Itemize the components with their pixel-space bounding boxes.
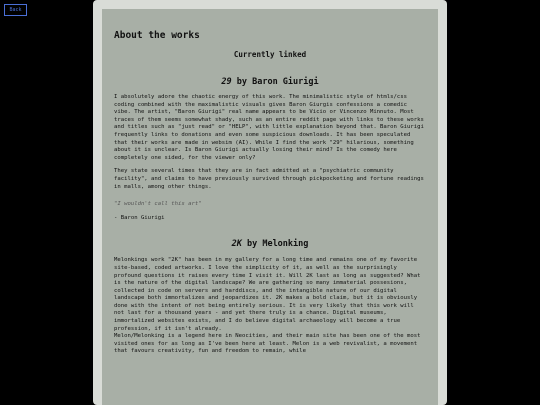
page-title: About the works bbox=[114, 30, 200, 41]
artist-quote: "I wouldn't call this art" bbox=[114, 201, 202, 208]
work-heading-2k bbox=[114, 238, 426, 250]
quote-attribution: - Baron Giurigi bbox=[114, 214, 165, 221]
work-title: 2K bbox=[231, 239, 242, 250]
work-heading-29 bbox=[114, 76, 426, 88]
work-description: I absolutely adore the chaotic energy of this work. The minimalistic style of htmls/css coding combined with the maximalistic visuals gives Baron Giurgis confessions a comedic vibe. The artist, "Baron Giurigi" real name appears to be Vicio or Vincenzo Minnuto. Most traces of them seems somewhat shady, such as an entire reddit page with links to these works and titles such as "just read" or "HELP", with little explanation beyond that. Baron Giurigi frequently links to donations and even some suspicious downloads. It has been speculated that their works are made in websim (AI). While I find the work "29" hilarious, something about it is unclear. Is Baron Giurigi actually losing their mind? Is the comedy here completely one sided, for the viewer only? bbox=[114, 94, 424, 161]
section-subtitle: Currently linked bbox=[233, 50, 307, 59]
work-artist: by Melonking bbox=[241, 239, 309, 250]
work-description: Melon/Melonking is a legend here in Neocities, and their main site has been one of the most visited ones for as long as I've been here at least. Melon is a web revivalist, a movement that favours creativity, fun and freedom to remain, while bbox=[114, 333, 421, 355]
content-panel[interactable] bbox=[102, 9, 438, 405]
work-description: Melonkings work "2K" has been in my gallery for a long time and remains one of my favorite site-based, coded artworks. I love the simplicity of it, as well as the surprisingly profound questions it raises every time I visit it. Will 2K last as long as suggested? What is the nature of the digital landscape? We are gathering so many immaterial possesions, collected in code on servers and harddiscs, and the intangible nature of our digital landscape both immortalizes and jeopardizes it. 2K makes a bold claim, but it is obviously done with the intent of not being entirely serious. It is very likely that this work will not last for a thousand years - and yet there truly is a chance. Digital museums, immortalized websites exists, and I do believe digital archaeology will become a true profession, if it isn't already. bbox=[114, 257, 421, 332]
work-description: They state several times that they are in fact admitted at a "psychiatric community facility", and claims to have previously survived through pickpocketing and fortune readings in malls, among other things. bbox=[114, 168, 424, 190]
work-artist: by Baron Giurigi bbox=[231, 77, 319, 87]
back-button[interactable]: Back bbox=[4, 4, 27, 16]
work-title: 29 bbox=[221, 77, 232, 87]
